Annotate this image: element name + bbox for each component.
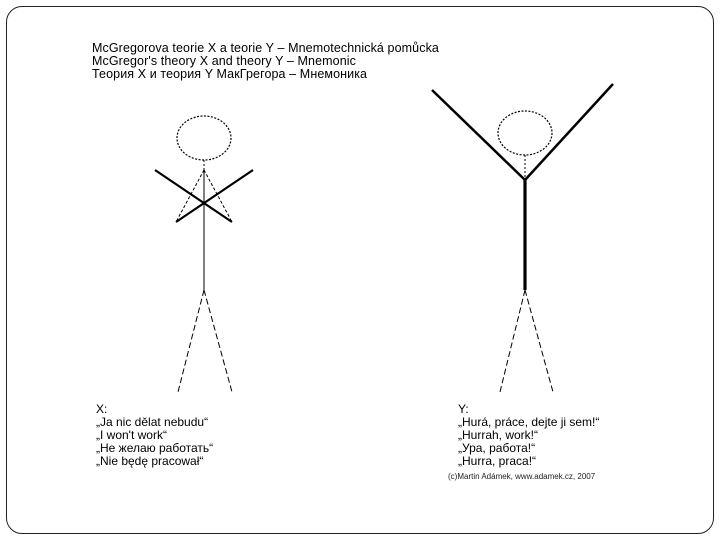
caption-y-label: Y: [458,402,469,416]
figure-y-arm-right [525,84,613,180]
figure-x-head [177,116,231,160]
figure-x-leg-left [178,290,204,392]
caption-y-quote: „Hurá, práce, dejte ji sem!“ [458,415,600,429]
figure-y-leg-right [525,290,553,392]
caption-x-label: X: [96,402,108,416]
title-russian: Теория X и теория Y МакГрегора – Мнемоника [92,67,368,81]
caption-y-quote: „Hurra, praca!“ [458,454,537,468]
figure-x-leg-right [204,290,232,392]
caption-x-quote: „I won't work“ [96,428,167,442]
figure-x-shoulder-left [176,170,204,222]
caption-theory-x [96,403,213,468]
caption-x-quote: „Ja nic dělat nebudu“ [96,415,209,429]
figure-y-head [498,111,552,155]
caption-x-quote: „Nie będę pracował“ [96,454,204,468]
caption-y-quote: „Hurrah, work!“ [458,428,539,442]
title-english: McGregor's theory X and theory Y – Mnemonic [92,54,356,68]
caption-x-quote: „Не желаю работать“ [96,441,214,455]
figure-x-shoulder-right [204,170,232,222]
figure-x-arm-left [155,170,232,222]
copyright-note: (c)Martin Adámek, www.adamek.cz, 2007 [448,472,596,481]
figure-y-arm-left [432,90,525,180]
figure-x [155,116,253,392]
caption-y-quote: „Ура, работа!“ [458,441,536,455]
figure-y [432,84,613,392]
caption-theory-y [458,403,599,468]
title-czech: McGregorova teorie X a teorie Y – Mnemotechnická pomůcka [92,41,439,55]
figure-x-arm-right [176,170,253,222]
figure-y-leg-left [500,290,525,392]
